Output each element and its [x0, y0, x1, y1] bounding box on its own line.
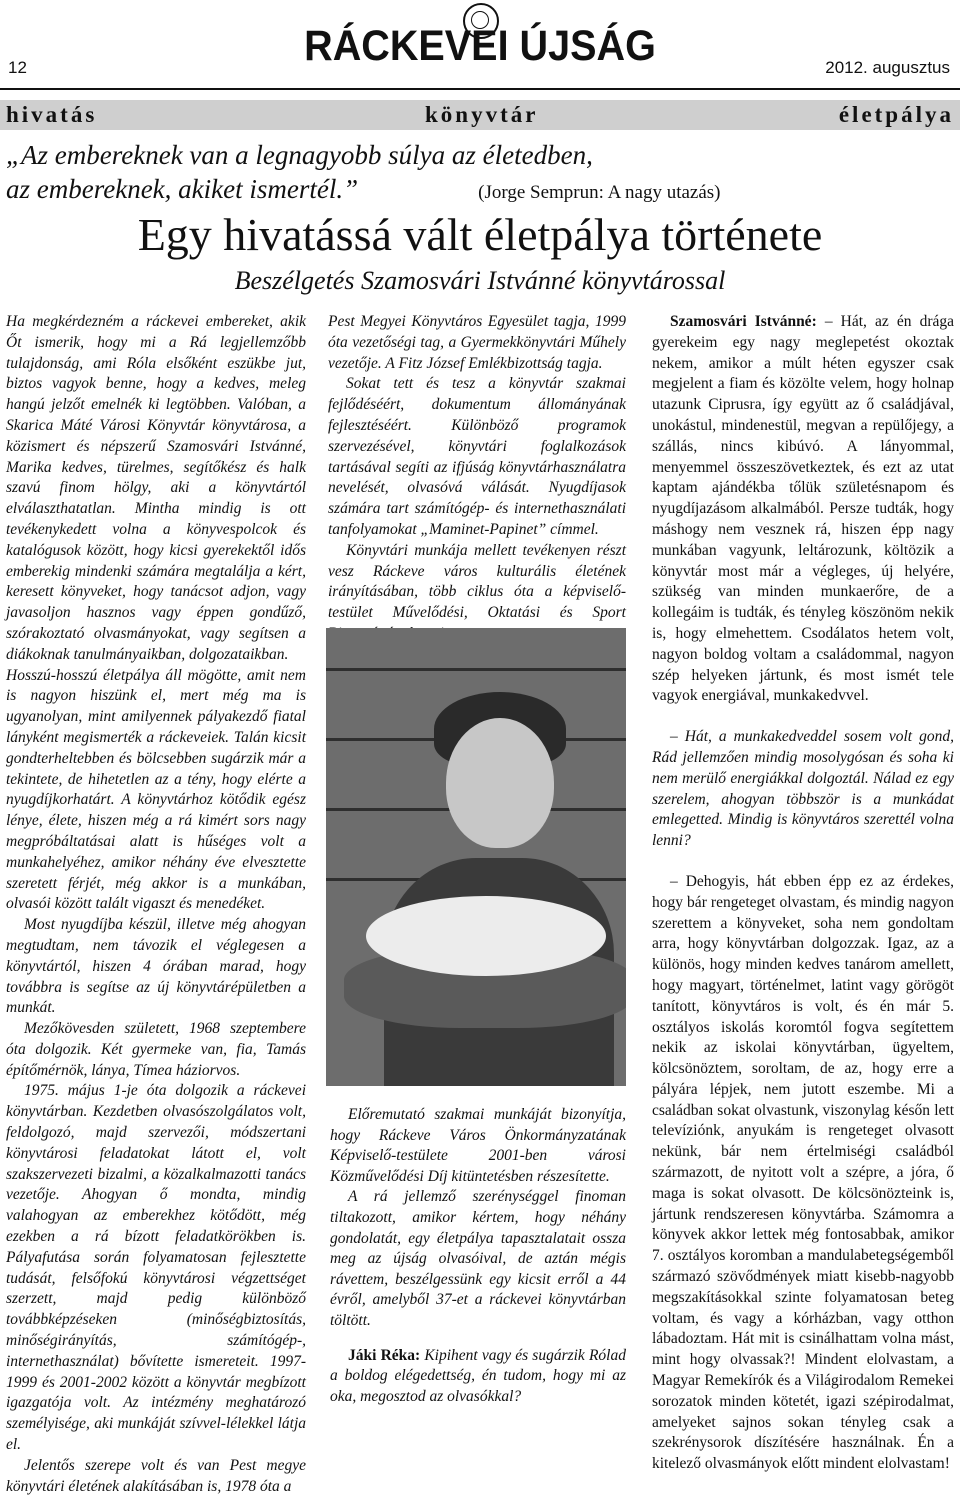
- interviewer-name: Jáki Réka:: [348, 1346, 421, 1364]
- epigraph-source: (Jorge Semprun: A nagy utazás): [478, 182, 721, 203]
- epigraph-line-2: az embereknek, akiket ismertél.”: [6, 174, 359, 204]
- interviewee-name: Szamosvári Istvánné:: [670, 313, 817, 330]
- col2-paragraph: Könyvtári munkája mellett tevékenyen részt vesz Ráckeve város kulturális életének irányításában, több ciklus óta a képviselő-testület Művelődési, Oktatási és Sport: [328, 541, 626, 622]
- col2-bottom-paragraph: Előremutató szakmai munkáját bizonyítja, hogy Ráckeve Város Önkormányzatának Képviselő-testülete 2001-ben városi Közművelődési Díj kitüntetésben részesítette.: [330, 1106, 626, 1185]
- section-band: [0, 100, 960, 130]
- article-subhead: Beszélgetés Szamosvári Istvánné könyvtárossal: [234, 266, 726, 295]
- col1-paragraph: Most nyugdíjba készül, illetve még ahogyan megtudtam, nem távozik el véglegesen a könyvtártól, hiszen 4 órában marad, hogy továbbra is segítse az új könyvtárépületben a munkát.: [6, 916, 306, 1017]
- col1-paragraph: 1975. május 1-je óta dolgozik a ráckevei könyvtárban. Kezdetben olvasószolgálatos volt, feldolgozó, majd szervezői, módszertani könyvtárosi feladatokat látott el, volt szakszervezeti bizalmi, a közalkalmazotti tanács vezetője. Ahogyan ő mondta, mindig valahogyan az emberekhez kötődött, még ezekben a rá bízott feladatkörökben is. Pályafutása során folyamatosan fejlesztette tudását, felsőfokú könyvtárosi végzettséget szerzett, majd pedig különböző továbbképzéseken (minőségbiztosítás, minőségirányítás, számítógép-, internethasználat) bővítette ismereteit. 1997-1999 és 2001-2002 között a könyvtár megbízott igazgatója volt. Az intézmény meghatározó személyisége, aki munkáját szívvel-lélekkel látja el.: [6, 1082, 306, 1454]
- answer-2: – Dehogyis, hát ebben épp ez az érdekes, hogy bár rengeteget olvastam, és mindig nagyon szerettem a könyveket, soha nem gondoltam arra, hogy könyvtárban dolgozzak. Igaz, az a különös, hogy minden kedves tanárom amellett, hogy magyart, történelmet, latint vagy görögöt tanított, könyvtáros is volt, és én már 5. osztályos iskolás koromtól fogva segítettem nekik az iskolai könyvtárban, ügyeltem, kölcsönöztem, soroltam, de az, hogy erre a pályára lépjek, nem jutott eszembe. Mi a családban sokat olvastunk, viszonylag későn lett televíziónk, anyukám is rengeteget olvasott nekünk, bár nem értelmiségi családból származott, de nyitott volt a szépre, a jóra, ő maga is sokat olvasott. De kölcsönözteink is, jártunk rendszeresen könyvtárba. Számomra a könyvek akkor lettek még fontosabbak, amikor 7. osztályos koromban a mandulabetegségemből származó szövődmények miatt kisebb-nagyobb megszakításokkal szinte folyamatosan beteg voltam, és vagy a kórházban, vagy otthon lábadoztam. Hát mit is csinálhattam volna mást, mint hogy olvassak?! Mindent elolvastam, a Magyar Remekírók és a Világirodalom Remekei sorozatok minden kötetét, igazi szépirodalmat, amelyeket sajnos sokan tényleg csak a szekrénysorok díszítésére használnak. Én a kitelező olvasmányok előtt mindent elolvastam!: [652, 872, 954, 1473]
- col1-paragraph: Ha megkérdezném a ráckevei embereket, akik Őt ismerik, hogy mi a Rá legjellemzőbb tulajdonság, ami Róla elsőként eszükbe jut, biztos vagyok benne, hogy a kedves, meleg hangú jelzőt emelnék ki legtöbben. Valóban, a Skarica Máté Városi Könyvtár könyvtárosa, a közismert és népszerű Szamosvári Istvánné, Marika kedves, türelmes, segítőkész és halk szavú finom hölgy, aki a könyvtártól elválaszthatatlan. Mintha mindig is ott tevékenykedett volna a könyvespolcok és katalógusok között, hogy kicsi gyerekektől idős emberekig mindenki számára megtalálja a kért, keresett könyveket, hogy tanácsot adjon, vagy javasoljon hasznos vagy éppen gondűző, szórakoztató olvasmányokat, vagy segítsen a diákoknak tanulmányaikban, dolgozataikban.: [6, 313, 306, 663]
- epigraph: [6, 138, 956, 210]
- col2-paragraph: Pest Megyei Könyvtáros Egyesület tagja, 1999 óta vezetőségi tag, a Gyermekkönyvtári Műhely vezetője. A Fitz József Emlékbizottság tagja.: [328, 313, 626, 372]
- page-header: [0, 0, 960, 100]
- band-label-eletpalya: életpálya: [838, 102, 954, 127]
- portrait-photo: [326, 628, 626, 1086]
- answer-1: Szamosvári Istvánné: – Hát, az én drága gyerekeim egy nagy meglepetést okoztak nekem, amikor a múlt héten egyszer csak megjelent a fiam és közölte velem, hogy holnap utazunk Ciprusra, így együtt az ő családjával, unokástul, mindenestül, megvan a repülőjegy, a szállás, nincs kibúvó. A lányommal, menyemmel összeszövetkeztek, és ezt az utat kaptam ajándékba tőlük születésnapom és nyugdíjazásom alkalmából. Persze tudták, hogy máshogy nem vesznek rá, hiszen épp nagy munkában vagyunk, leltározunk, költözik a könyvtár most már a végleges, új helyére, szükség van minden munkaerőre, de a kollegáim is tudták, és tényleg köszönöm nekik is, hogy elmehettem. Csodálatos hetem volt, nagyon boldog voltam a családommal, nagyon szép helyeken jártunk, és most ismét tele vagyok energiával, munkakedvvel.: [652, 313, 954, 705]
- col1-paragraph: Mezőkövesden született, 1968 szeptembere óta dolgozik. Két gyermeke van, fia, Tamás építőmérnök, lánya, Tímea háziorvos.: [6, 1020, 306, 1079]
- issue-date: 2012. augusztus: [825, 58, 950, 77]
- page-number: 12: [8, 58, 27, 77]
- col2-paragraph: Sokat tett és tesz a könyvtár szakmai fejlődéséért, dokumentum állományának fejlesztéséért. Különböző programok szervezésével, könyvtári foglalkozások tartásával segíti az ifjúság könyvtárhasználatra nevelését, olvasóvá válását. Nyugdíjasok számára tart számítógép- és internethasználati tanfolyamokat „Maminet-Papinet” címmel.: [328, 375, 626, 538]
- interview-question-1: Jáki Réka: Kipihent vagy és sugárzik Rólad a boldog elégedettség, én tudom, hogy mi az oka, megosztod az olvasókkal?: [330, 1346, 626, 1405]
- col1-paragraph: Hosszú-hosszú életpálya áll mögötte, amit nem is nagyon hiszünk el, mert még ma is ugyanolyan, mint amilyennek pályakezdő fiatal lányként megismerték a ráckeveiek. Talán kicsit gondterheltebben és bölcsebben sugárzik már a tekintete, de hihetetlen az a tény, hogy elérte a nyugdíjkorhatárt. A könyvtárhoz kötődik egész lénye, élete, hiszen még a rá kimért sors nagy megpróbáltatásai alatt is hűséges volt a munkahelyéhez, amikor néhány éve elvesztette szeretett férjét, még akkor is a munkában, olvasói között talált vigaszt és menedéket.: [6, 666, 306, 913]
- epigraph-line-1: „Az embereknek van a legnagyobb súlya az életedben,: [6, 140, 593, 170]
- interview-question-2: – Hát, a munkakedveddel sosem volt gond, Rád jellemzően mindig mosolygósan és soha ki nem merülő energiákkal dolgoztál. Nálad ez egy szerelem, ahogyan többször is a munkádat emlegetted. Mindig is könyvtáros szerettél volna lenni?: [652, 728, 954, 850]
- band-label-konyvtar: könyvtár: [425, 102, 539, 127]
- col2-bottom-paragraph: A rá jellemző szerénységgel finoman tiltakozott, amikor kértem, hogy néhány gondolatát, egy életpálya tapasztalatait ossza meg az újság olvasóival, de aztán mégis rávettem, beszélgessünk egy kicsit erről a 44 évről, amelyből 37-et a ráckevei könyvtárban töltött.: [330, 1188, 626, 1329]
- article-headline: Egy hivatássá vált életpálya története: [137, 209, 823, 260]
- column-3: [652, 312, 954, 1475]
- column-2: [328, 312, 626, 645]
- column-2-bottom: [330, 1105, 626, 1407]
- band-label-hivatas: hivatás: [6, 102, 98, 127]
- header-rule: [0, 88, 960, 90]
- col1-paragraph: Jelentős szerepe volt és van Pest megye könyvtári életének alakításában is, 1978 óta a: [6, 1456, 306, 1495]
- column-1: [6, 312, 306, 1497]
- masthead: RÁCKEVEI ÚJSÁG: [304, 22, 656, 70]
